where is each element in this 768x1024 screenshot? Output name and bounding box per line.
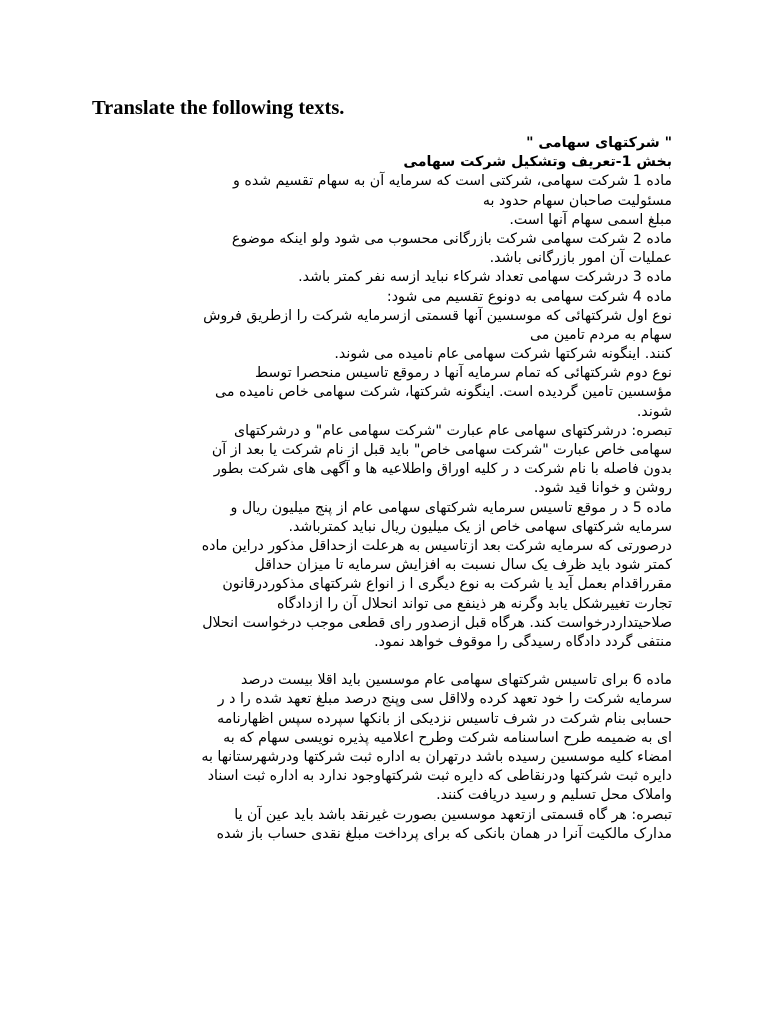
text-line: ماده 4 شرکت سهامی به دونوع تقسیم می شود: [386, 288, 672, 305]
text-line: تبصره: هر گاه قسمتی ازتعهد موسسین بصورت غیرنقد باشد باید عین آن یا [234, 806, 672, 823]
text-line: امضاء کلیه موسسین رسیده باشد درتهران به اداره ثبت شرکتها ودرشهرستانها به [201, 749, 672, 765]
text-line: شوند. [636, 403, 672, 420]
text-line: سهامی خاص عبارت "شرکت سهامی خاص" باید قبل از نام شرکت یا بعد از آن [211, 442, 672, 458]
text-line: تجارت تغییرشکل یابد وگرنه هر ذینفع می تواند انحلال آن را ازدادگاه [276, 595, 672, 612]
text-line: سرمایه شرکت را خود تعهد کرده ولااقل سی وپنج درصد مبلغ تعهد شده را د ر [217, 691, 672, 708]
text-line: ای به ضمیمه طرح اساسنامه شرکت وطرح اعلامیه پذیره نویسی سهام که به [223, 729, 672, 746]
blank-line [92, 652, 672, 671]
section-heading-line: بخش 1-تعریف وتشکیل شرکت سهامی [403, 154, 672, 171]
text-line: ماده 2 شرکت سهامی شرکت بازرگانی محسوب می شود ولو اینکه موضوع [231, 230, 672, 247]
text-line: ماده 6 برای تاسیس شرکتهای سهامی عام موسسین باید اقلا بیست درصد [240, 672, 672, 689]
page-heading: Translate the following texts. [92, 97, 345, 119]
text-line: روشن و خوانا قید شود. [533, 480, 672, 497]
text-line: ماده 3 درشرکت سهامی تعداد شرکاء نباید ازسه نفر کمتر باشد. [298, 269, 672, 286]
text-line: مقرراقدام بعمل آید یا شرکت به نوع دیگری ا ز انواع شرکتهای مذکوردرقانون [222, 576, 672, 593]
document-body [92, 134, 672, 844]
text-line: مبلغ اسمی سهام آنها است. [509, 211, 672, 228]
text-line: مدارک مالکیت آنرا در همان بانکی که برای پرداخت مبلغ نقدی حساب باز شده [216, 825, 672, 842]
text-line: مؤسسین تامین گردیده است. اینگونه شرکتها، شرکت سهامی خاص نامیده می [215, 384, 672, 401]
text-line: نوع دوم شرکتهائی که تمام سرمایه آنها د رموقع تاسیس منحصرا توسط [255, 365, 672, 382]
text-line: نوع اول شرکتهائی که موسسین آنها قسمتی ازسرمایه شرکت را ازطریق فروش [203, 307, 672, 324]
text-line: واملاک محل تسلیم و رسید دریافت کنند. [436, 787, 672, 804]
text-line: سهام به مردم تامین می [529, 326, 672, 343]
text-line: ماده 1 شرکت سهامی، شرکتی است که سرمایه آن به سهام تقسیم شده و [233, 173, 672, 190]
text-line: عملیات آن امور بازرگانی باشد. [489, 250, 672, 267]
text-line: ماده 5 د ر موقع تاسیس سرمایه شرکتهای سهامی عام از پنج میلیون ریال و [230, 499, 672, 516]
text-line: حسابی بنام شرکت در شرف تاسیس نزدیکی از بانکها سپرده سپس اظهارنامه [217, 710, 672, 727]
text-line: تبصره: درشرکتهای سهامی عام عبارت "شرکت سهامی عام" و درشرکتهای [233, 422, 672, 439]
text-line: بدون فاصله با نام شرکت د ر کلیه اوراق واطلاعیه ها و آگهی های شرکت بطور [213, 461, 672, 478]
section-heading-line: " شرکتهای سهامی " [526, 135, 672, 151]
text-line: سرمایه شرکتهای سهامی خاص از یک میلیون ریال نباید کمترباشد. [288, 518, 672, 535]
text-line: کمتر شود باید ظرف یک سال نسبت به افزایش سرمایه تا میزان حداقل [254, 557, 672, 574]
text-line: کنند. اینگونه شرکتها شرکت سهامی عام نامیده می شوند. [334, 346, 672, 363]
text-line: دایره ثبت شرکتها ودرنقاطی که دایره ثبت شرکتهاوجود ندارد به اداره ثبت اسناد [207, 768, 672, 785]
text-line: صلاحیتداردرخواست کند. هرگاه قبل ازصدور رای قطعی موجب درخواست انحلال [202, 614, 672, 631]
text-line: منتفی گردد دادگاه رسیدگی را موقوف خواهد نمود. [374, 633, 672, 650]
text-line: مسئولیت صاحبان سهام حدود به [482, 192, 672, 209]
text-line: درصورتی که سرمایه شرکت بعد ازتاسیس به هرعلت ازحداقل مذکور دراین ماده [201, 537, 672, 554]
